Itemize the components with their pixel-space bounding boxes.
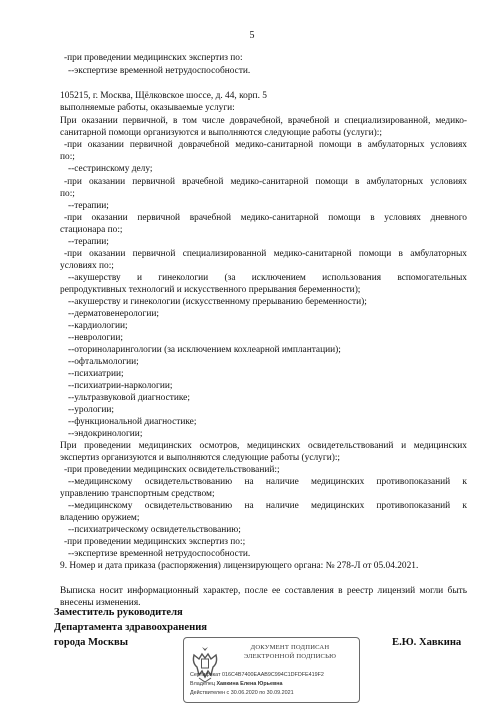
text-line: --эндокринологии;	[68, 429, 143, 439]
text-line: --терапии;	[68, 237, 109, 247]
text-line: --терапии;	[68, 201, 109, 211]
text-line: -при оказании первичной доврачебной медико-санитарной помощи в амбулаторных условиях	[64, 140, 467, 150]
text-line: --кардиологии;	[68, 321, 128, 331]
text-line: --экспертизе временной нетрудоспособности.	[68, 66, 251, 76]
stamp-title: ДОКУМЕНТ ПОДПИСАН	[250, 644, 330, 651]
text-line: -при оказании первичной врачебной медико-санитарной помощи в условиях дневного	[64, 213, 467, 223]
text-line: --офтальмологии;	[68, 357, 139, 367]
signatory-position: Департамента здравоохранения	[54, 622, 208, 633]
stamp-validity: Действителен с 30.06.2020 по 30.09.2021	[190, 690, 294, 696]
coat-of-arms-icon	[190, 645, 220, 685]
text-line: 105215, г. Москва, Щёлковское шоссе, д. 44, корп. 5	[60, 91, 267, 101]
text-line: экспертиз организуются и выполняются следующие работы (услуги):;	[60, 453, 341, 463]
text-line: Выписка носит информационный характер, после ее составления в реестр лицензий могли быть	[60, 586, 467, 596]
text-line: --функциональной диагностике;	[68, 417, 197, 427]
stamp-owner: Владелец Хавкина Елена Юрьевна	[190, 681, 283, 687]
text-line: --акушерству и гинекологии (искусственному прерыванию беременности);	[68, 297, 367, 307]
text-line: репродуктивных технологий и искусственного прерывания беременности);	[60, 285, 361, 295]
text-line: --психиатрии-наркологии;	[68, 381, 173, 391]
text-line: --медицинскому освидетельствованию на наличие медицинских противопоказаний к	[68, 477, 467, 487]
text-line: --ультразвуковой диагностике;	[68, 393, 190, 403]
text-line: При проведении медицинских осмотров, медицинских освидетельствований и медицинских	[60, 441, 467, 451]
text-line: -при проведении медицинских экспертиз по:	[64, 53, 243, 63]
stamp-certificate: Сертификат 016C4B7400EAAB9C994C1DFDFE419F2	[190, 672, 324, 678]
text-line: --дерматовенерологии;	[68, 309, 159, 319]
text-line: стационара по:;	[60, 225, 123, 235]
signatory-position: Заместитель руководителя	[54, 607, 183, 618]
text-line: --психиатрии;	[68, 369, 124, 379]
text-line: управлению транспортным средством;	[60, 489, 215, 499]
text-line: --неврологии;	[68, 333, 123, 343]
page-number: 5	[249, 30, 255, 41]
text-line: --медицинскому освидетельствованию на наличие медицинских противопоказаний к	[68, 501, 467, 511]
text-line: внесены изменения.	[60, 598, 141, 608]
text-line: --экспертизе временной нетрудоспособности.	[68, 549, 251, 559]
text-line: -при оказании первичной врачебной медико-санитарной помощи в амбулаторных условиях	[64, 177, 467, 187]
text-line: --психиатрическому освидетельствованию;	[68, 525, 241, 535]
electronic-signature-stamp	[183, 637, 360, 703]
signatory-name: Е.Ю. Хавкина	[392, 637, 462, 648]
text-line: --акушерству и гинекологии (за исключением использования вспомогательных	[68, 273, 467, 283]
text-line: 9. Номер и дата приказа (распоряжения) лицензирующего органа: № 278-Л от 05.04.2021.	[60, 561, 419, 571]
text-line: --сестринскому делу;	[68, 164, 153, 174]
text-line: -при проведении медицинских освидетельствований:;	[64, 465, 280, 475]
signatory-position: города Москвы	[54, 637, 128, 648]
text-line: --урологии;	[68, 405, 115, 415]
text-line: по:;	[60, 152, 75, 162]
text-line: -при проведении медицинских экспертиз по:;	[64, 537, 246, 547]
text-line: При оказании первичной, в том числе доврачебной, врачебной и специализированной, медико-	[60, 116, 467, 126]
text-line: выполняемые работы, оказываемые услуги:	[60, 103, 235, 113]
stamp-title: ЭЛЕКТРОННОЙ ПОДПИСЬЮ	[243, 653, 337, 660]
text-line: условиях по:;	[60, 261, 114, 271]
text-line: -при оказании первичной специализированной медико-санитарной помощи в амбулаторных	[64, 249, 467, 259]
text-line: --оториноларингологии (за исключением кохлеарной имплантации);	[68, 345, 341, 355]
text-line: по:;	[60, 189, 75, 199]
text-line: владению оружием;	[60, 513, 140, 523]
text-line: санитарной помощи организуются и выполняются следующие работы (услуги):;	[60, 128, 382, 138]
